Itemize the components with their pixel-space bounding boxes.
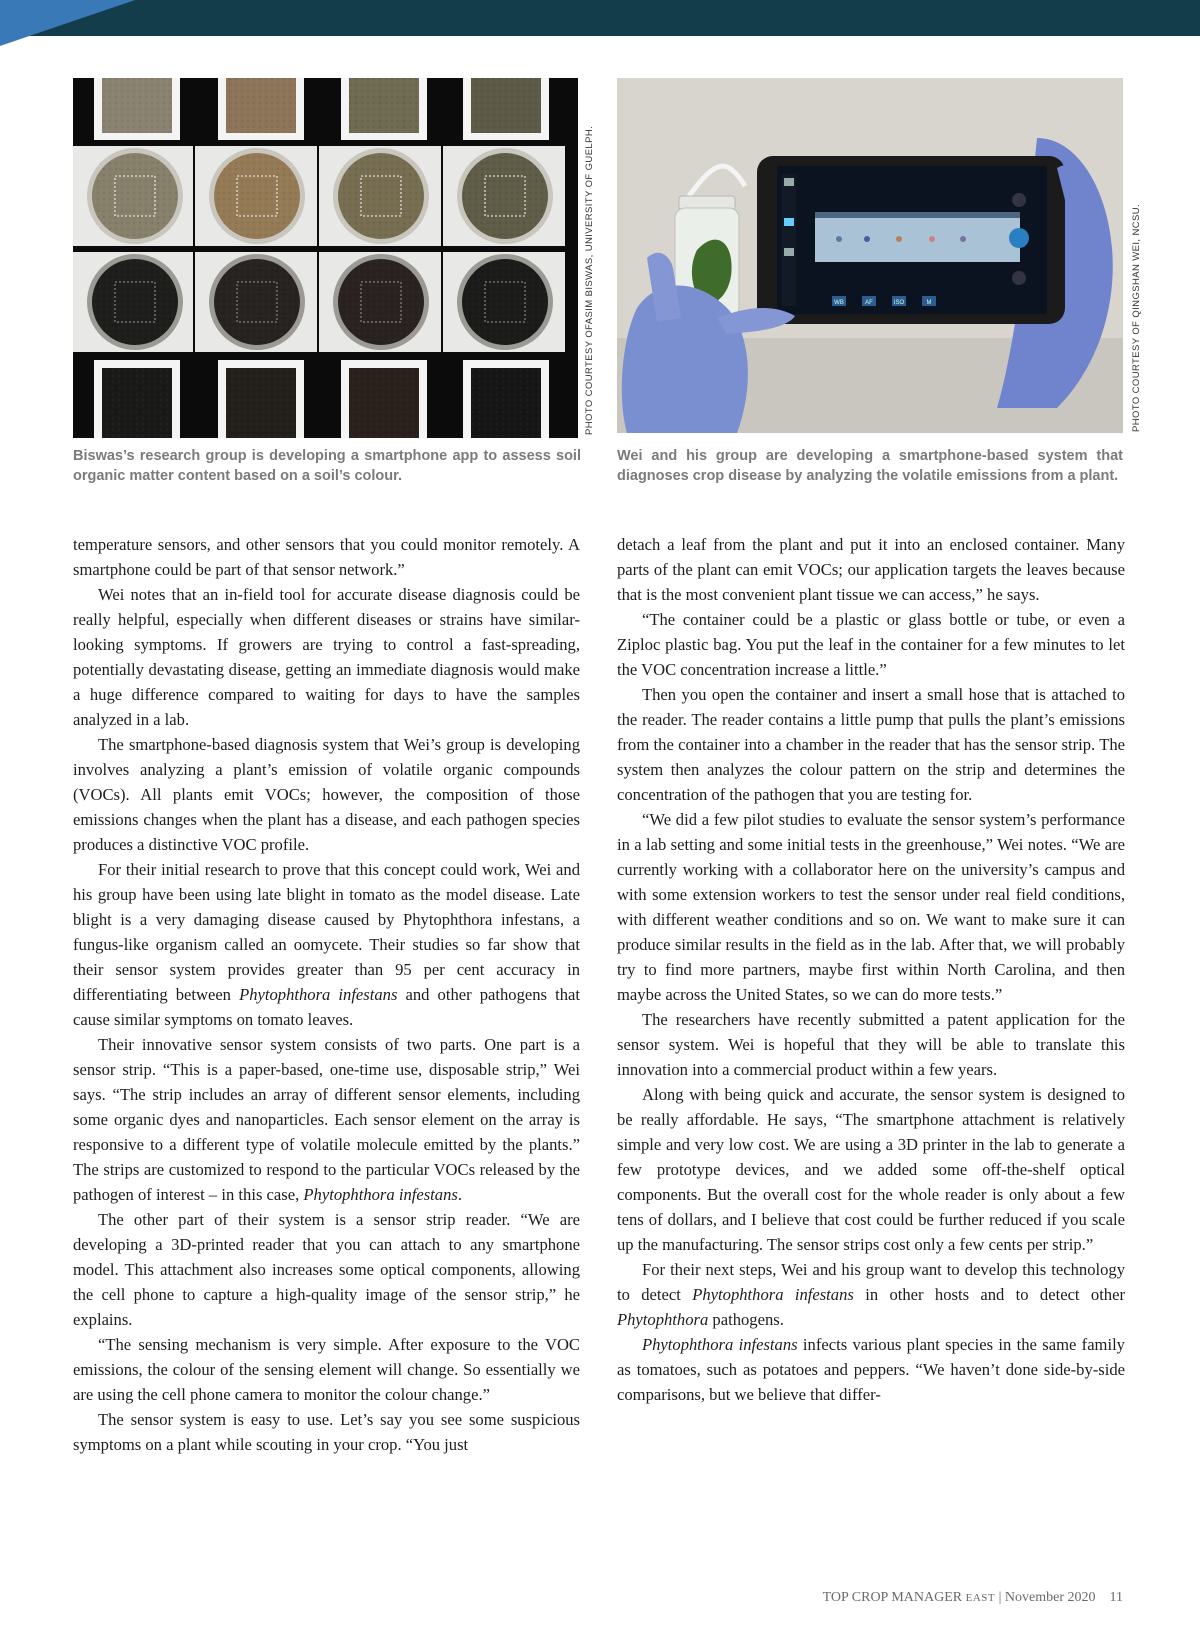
smartphone-sensor-photo [617, 78, 1123, 433]
soil-dish-row-3 [73, 252, 565, 352]
page-footer [823, 1590, 1123, 1606]
issue-date: November 2020 [1004, 1590, 1096, 1605]
paragraph: For their next steps, Wei and his group want to develop this technology to detect Phytophthora infestans in other hosts and to detect other Phytophthora pathogens. [617, 1260, 1125, 1329]
phone-label-iso: ISO [893, 300, 905, 306]
phone-label-wb: WB [834, 300, 844, 306]
soil-dish-row-2 [73, 146, 565, 246]
paragraph: Wei notes that an in-field tool for accurate disease diagnosis could be really helpful, especially when different diseases or strains have similar-looking symptoms. If growers are trying to control a fast-spreading, potentially devastating disease, getting an immediate diagnosis would make a huge difference compared to waiting for days to have the samples analyzed in a lab. [73, 585, 580, 729]
soil-samples-illustration [73, 78, 578, 438]
publication-name: TOP CROP MANAGER [822, 1590, 963, 1605]
paragraph: detach a leaf from the plant and put it into an enclosed container. Many parts of the plant can emit VOCs; our application targets the leaves because that is the most convenient plant tissue we can access,” he says. [617, 535, 1125, 604]
header-corner-accent [0, 0, 135, 46]
photo-credit-left: PHOTO COURTESY OFASIM BISWAS, UNIVERSITY OF GUELPH. [584, 125, 595, 435]
article-column-right [617, 532, 1125, 1407]
paragraph: The other part of their system is a sensor strip reader. “We are developing a 3D-printed reader that you can attach to any smartphone model. This attachment also increases some optical components, allowing the cell phone to capture a high-quality image of the sensor strip,” he explains. [73, 1210, 580, 1329]
footer-separator: | [998, 1590, 1002, 1605]
soil-samples-photo [73, 78, 578, 438]
paragraph: The smartphone-based diagnosis system that Wei’s group is developing involves analyzing a plant’s emission of volatile organic compounds (VOCs). All plants emit VOCs; however, the composition of those emissions changes when the plant has a disease, and each pathogen species produces a distinctive VOC profile. [73, 735, 580, 854]
figure-caption-left: Biswas’s research group is developing a smartphone app to assess soil organic matter content based on a soil’s colour. [73, 448, 581, 484]
publication-edition: EAST [965, 1592, 996, 1604]
paragraph: Phytophthora infestans infects various plant species in the same family as tomatoes, such as potatoes and peppers. “We haven’t done side-by-side comparisons, but we believe that differ- [617, 1335, 1125, 1404]
paragraph: The sensor system is easy to use. Let’s say you see some suspicious symptoms on a plant while scouting in your crop. “You just [73, 1410, 580, 1454]
smartphone-icon [757, 156, 1065, 324]
phone-label-af: AF [865, 300, 873, 306]
paragraph: Then you open the container and insert a small hose that is attached to the reader. The reader contains a little pump that pulls the plant’s emissions from the container into a chamber in the reader that has the sensor strip. The system then analyzes the colour pattern on the strip and determines the concentration of the pathogen that you are testing for. [617, 685, 1125, 804]
page-number: 11 [1109, 1590, 1123, 1605]
paragraph: “The sensing mechanism is very simple. After exposure to the VOC emissions, the colour of the sensing element will change. So essentially we are using the cell phone camera to monitor the colour change.” [73, 1335, 580, 1404]
photo-credit-right: PHOTO COURTESY OF QINGSHAN WEI, NCSU. [1131, 203, 1142, 432]
paragraph: For their initial research to prove that this concept could work, Wei and his group have been using late blight in tomato as the model disease. Late blight is a very damaging disease caused by Phytophthora infestans, a fungus-like organism called an oomycete. Their studies so far show that their sensor system provides greater than 95 per cent accuracy in differentiating between Phytophthora infestans and other pathogens that cause similar symptoms on tomato leaves. [73, 860, 580, 1029]
paragraph: Their innovative sensor system consists of two parts. One part is a sensor strip. “This is a paper-based, one-time use, disposable strip,” Wei says. “The strip includes an array of different sensor elements, including some organic dyes and nanoparticles. Each sensor element on the array is responsive to a different type of volatile molecule emitted by the plants.” The strips are customized to respond to the particular VOCs released by the pathogen of interest – in this case, Phytophthora infestans. [73, 1035, 580, 1204]
paragraph: The researchers have recently submitted a patent application for the sensor system. Wei is hopeful that they will be able to translate this innovation into a commercial product within a few years. [617, 1010, 1125, 1079]
paragraph: Along with being quick and accurate, the sensor system is designed to be really affordable. He says, “The smartphone attachment is relatively simple and very low cost. We are using a 3D printer in the lab to generate a few prototype devices, and we added some off-the-shelf optical components. But the overall cost for the whole reader is only about a few tens of dollars, and I believe that cost could be further reduced if you scale up the manufacturing. The sensor strips cost only a few cents per strip.” [617, 1085, 1125, 1254]
figure-caption-right: Wei and his group are developing a smartphone-based system that diagnoses crop disease by analyzing the volatile emissions from a plant. [617, 448, 1123, 484]
paragraph: “The container could be a plastic or glass bottle or tube, or even a Ziploc plastic bag. You put the leaf in the container for a few minutes to let the VOC concentration increase a little.” [617, 610, 1125, 679]
smartphone-sensor-illustration [617, 78, 1123, 433]
header-bar [0, 0, 1200, 36]
paragraph: “We did a few pilot studies to evaluate the sensor system’s performance in a lab setting and some initial tests in the greenhouse,” Wei notes. “We are currently working with a collaborator here on the university’s campus and with some extension workers to test the sensor under real field conditions, with different weather conditions and so on. We want to make sure it can produce similar results in the field as in the lab. After that, we will probably try to find more partners, maybe first within North Carolina, and then maybe across the United States, so we can do more tests.” [617, 810, 1125, 1004]
phone-label-m: M [926, 300, 932, 306]
paragraph: temperature sensors, and other sensors that you could monitor remotely. A smartphone could be part of that sensor network.” [73, 535, 580, 579]
article-column-left [73, 532, 580, 1457]
